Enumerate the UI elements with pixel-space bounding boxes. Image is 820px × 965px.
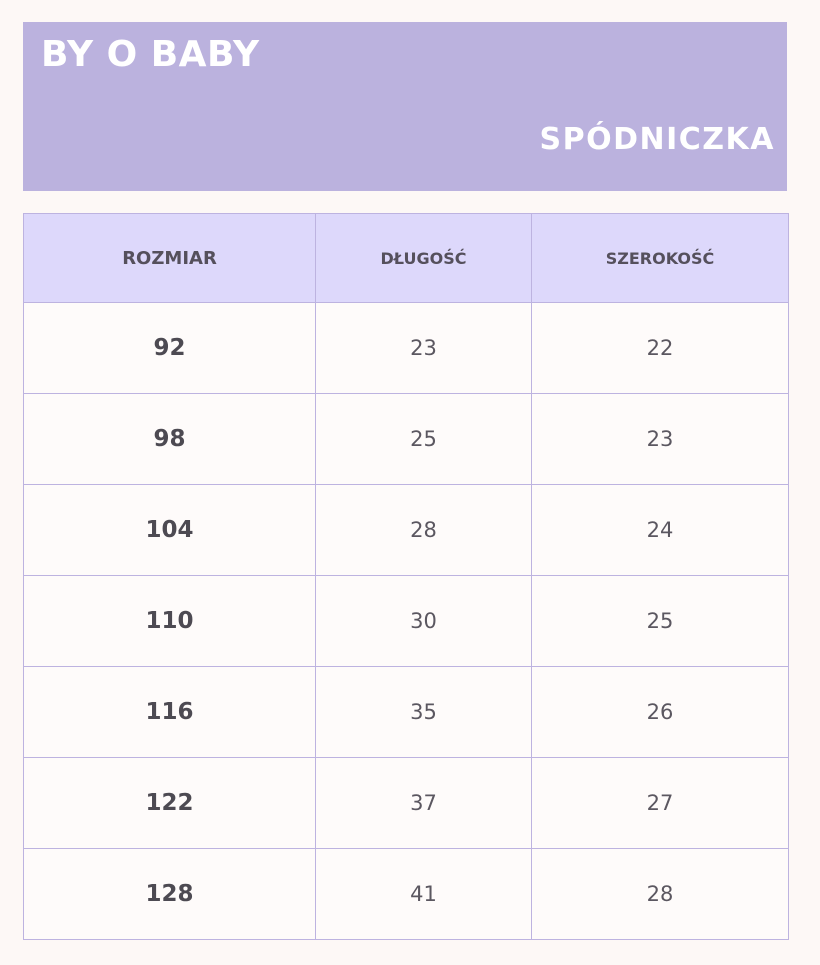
table-row: [24, 576, 789, 667]
size-cell: 104: [24, 485, 316, 576]
size-cell: 116: [24, 667, 316, 758]
length-cell: 37: [316, 758, 532, 849]
table-header-row: [24, 214, 789, 303]
size-table: [23, 213, 789, 940]
column-header-length: DŁUGOŚĆ: [316, 214, 532, 303]
length-cell: 35: [316, 667, 532, 758]
width-cell: 27: [532, 758, 789, 849]
length-cell: 28: [316, 485, 532, 576]
product-title: SPÓDNICZKA: [539, 122, 775, 157]
length-cell: 41: [316, 849, 532, 940]
length-cell: 23: [316, 303, 532, 394]
brand-title: BY O BABY: [41, 34, 260, 75]
column-header-width: SZEROKOŚĆ: [532, 214, 789, 303]
width-cell: 22: [532, 303, 789, 394]
table-row: [24, 758, 789, 849]
table-row: [24, 485, 789, 576]
table-row: [24, 394, 789, 485]
size-cell: 122: [24, 758, 316, 849]
width-cell: 26: [532, 667, 789, 758]
size-cell: 128: [24, 849, 316, 940]
title-banner: [23, 22, 787, 191]
size-cell: 92: [24, 303, 316, 394]
width-cell: 28: [532, 849, 789, 940]
table-row: [24, 303, 789, 394]
length-cell: 25: [316, 394, 532, 485]
width-cell: 23: [532, 394, 789, 485]
table-row: [24, 667, 789, 758]
width-cell: 25: [532, 576, 789, 667]
size-cell: 98: [24, 394, 316, 485]
size-cell: 110: [24, 576, 316, 667]
table-row: [24, 849, 789, 940]
width-cell: 24: [532, 485, 789, 576]
column-header-size: ROZMIAR: [24, 214, 316, 303]
length-cell: 30: [316, 576, 532, 667]
